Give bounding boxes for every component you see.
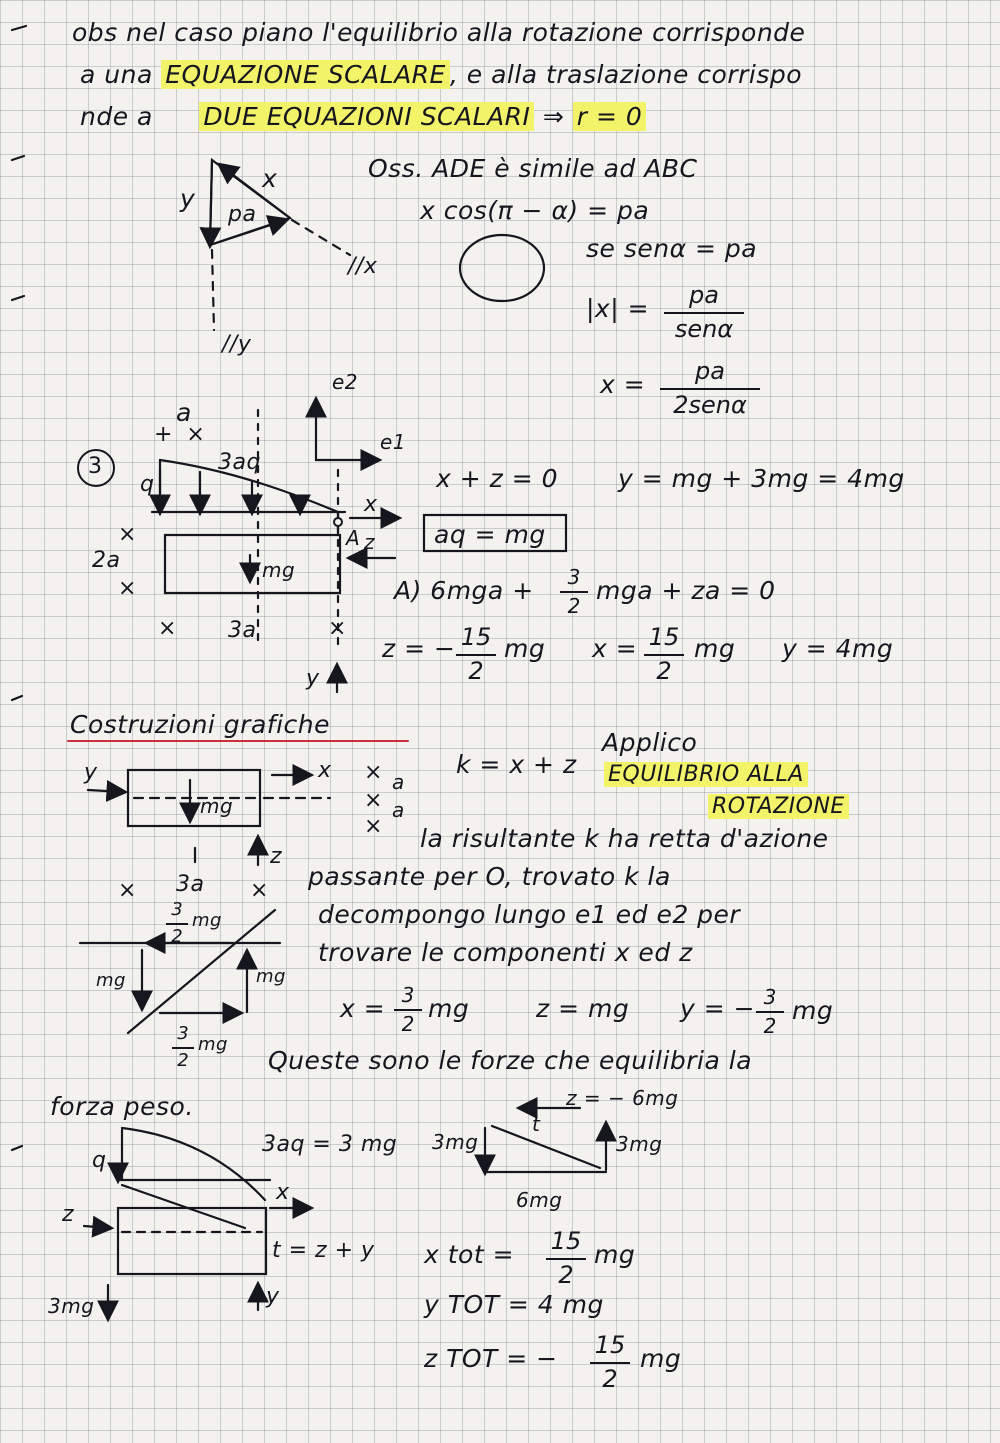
- w-label-x: x: [276, 1180, 290, 1205]
- frac-num: 3: [567, 565, 581, 589]
- g-res-x-frac: [394, 984, 422, 1036]
- p3-label-x: x: [364, 492, 378, 517]
- g-label-a2: a: [392, 798, 405, 822]
- res-x-unit: mg: [694, 634, 736, 663]
- g-tick: ×: [250, 878, 269, 903]
- tri-label-x: x: [262, 164, 278, 193]
- text-risultante: la risultante k ha retta d'azione: [420, 824, 829, 853]
- w-label-3mg: 3mg: [48, 1294, 95, 1318]
- tot-y: y TOT = 4 mg: [424, 1290, 604, 1319]
- tri-label-par-y: //y: [222, 332, 252, 357]
- g-label-mg: mg: [200, 794, 234, 818]
- frac-den: 2: [656, 656, 672, 685]
- w-tri-t: t: [532, 1112, 541, 1136]
- frac-den: 2: [558, 1260, 574, 1289]
- p3-label-2a: 2a: [92, 548, 121, 573]
- g-tick: ×: [364, 788, 383, 813]
- w-label-q: q: [92, 1148, 107, 1173]
- p3-label-3a: 3a: [228, 618, 257, 643]
- g-res-y-lhs: y = −: [680, 994, 756, 1023]
- frac-num: 3: [177, 1023, 189, 1044]
- p3-label-mg: mg: [262, 558, 296, 582]
- res-x-lhs: x =: [592, 634, 638, 663]
- g-res-y-frac: [756, 986, 784, 1038]
- g-tick: ×: [364, 760, 383, 785]
- frac-num: 15: [460, 623, 492, 651]
- p3-tick: ×: [328, 616, 347, 641]
- tri-label-pa: pa: [228, 202, 257, 227]
- eq-abs-x-lhs: |x| =: [586, 294, 650, 323]
- w-label-z: z: [62, 1202, 75, 1227]
- oss-note: Oss. ADE è simile ad ABC: [368, 154, 698, 183]
- p3-tick: ×: [118, 576, 137, 601]
- applico-2: [604, 764, 808, 786]
- tot-x-lhs: x tot =: [424, 1240, 515, 1269]
- highlight-equazione-scalare: EQUAZIONE SCALARE: [161, 60, 450, 89]
- frac-den: 2: [177, 1049, 189, 1071]
- applico-1: Applico: [602, 728, 698, 757]
- frac-den: 2: [567, 594, 581, 618]
- highlight-r-zero: r = 0: [573, 102, 647, 131]
- margin-marks: [12, 26, 26, 1150]
- frac-num: 3: [401, 983, 415, 1007]
- triangle-sketch: [210, 160, 544, 330]
- frac-den: 2: [602, 1364, 618, 1393]
- tri-bottom-unit: mg: [198, 1034, 228, 1055]
- w-eq-3aq: 3aq = 3 mg: [262, 1132, 398, 1157]
- g-label-z: z: [270, 844, 283, 869]
- frac-num: 15: [594, 1331, 626, 1359]
- text-trovare: trovare le componenti x ed z: [318, 938, 693, 967]
- p3-label-3aq: 3aq: [218, 450, 261, 475]
- w-tri-left: 3mg: [432, 1130, 479, 1154]
- g-label-x: x: [318, 758, 332, 783]
- tri-top-frac: [166, 900, 188, 947]
- p3-tick: ×: [158, 616, 177, 641]
- eq-cos: x cos(π − α) = pa: [420, 196, 650, 225]
- eq-moment-frac: [560, 566, 588, 618]
- res-z-unit: mg: [504, 634, 546, 663]
- tot-z-unit: mg: [640, 1344, 682, 1373]
- g-res-x-unit: mg: [428, 994, 470, 1023]
- w-tri-top: z = − 6mg: [566, 1086, 679, 1110]
- intro-line1: obs nel caso piano l'equilibrio alla rotazione corrisponde: [72, 18, 806, 47]
- w-tri-right: 3mg: [616, 1132, 663, 1156]
- frac-den: 2: [401, 1012, 415, 1036]
- frac-num: 3: [763, 985, 777, 1009]
- intro-line2-post: , e alla traslazione corrispo: [449, 60, 803, 89]
- tot-x-unit: mg: [594, 1240, 636, 1269]
- eq-sen: se senα = pa: [586, 234, 758, 263]
- eq-aq-mg: aq = mg: [434, 520, 546, 549]
- g-label-3a: 3a: [176, 872, 205, 897]
- p3-label-z: z: [364, 530, 375, 554]
- p3-label-q: q: [140, 472, 155, 497]
- g-label-y: y: [84, 760, 98, 785]
- frac-den: senα: [674, 314, 734, 343]
- tri-label-par-x: //x: [348, 254, 378, 279]
- g-tick: ×: [364, 814, 383, 839]
- frac-den: 2senα: [673, 390, 747, 419]
- res-y: y = 4mg: [782, 634, 894, 663]
- axis-e1: e1: [380, 430, 407, 454]
- res-z-frac: [456, 624, 496, 685]
- text-queste: Queste sono le forze che equilibria la: [268, 1046, 753, 1075]
- w-tri-bottom: 6mg: [516, 1188, 563, 1212]
- tri-right-mg: mg: [256, 966, 286, 987]
- intro-line2-pre: a una: [80, 60, 153, 89]
- frac-num: 3: [171, 899, 183, 920]
- highlight-due-equazioni: DUE EQUAZIONI SCALARI: [199, 102, 534, 131]
- frac-num: 15: [648, 623, 680, 651]
- implies-arrow: ⇒: [542, 102, 565, 131]
- eq-k: k = x + z: [456, 750, 577, 779]
- p3-tick: ×: [118, 522, 137, 547]
- eq-moment: [394, 578, 534, 603]
- g-res-y-unit: mg: [792, 996, 834, 1025]
- eq-moment-rest: mga + za = 0: [596, 576, 776, 605]
- applico-3: [708, 796, 849, 818]
- tot-z-frac: [590, 1332, 630, 1393]
- highlight-equilibrio: EQUILIBRIO ALLA: [604, 762, 808, 787]
- heading-forza-peso: forza peso.: [50, 1092, 194, 1121]
- res-z-lhs: z = −: [382, 634, 456, 663]
- text-passante: passante per O, trovato k la: [308, 862, 671, 891]
- problem-number: 3: [88, 454, 103, 479]
- p3-label-A: A: [346, 526, 361, 550]
- axis-e2: e2: [332, 370, 359, 394]
- text-decompongo: decompongo lungo e1 ed e2 per: [318, 900, 741, 929]
- frac-den: 2: [763, 1014, 777, 1038]
- tot-z-lhs: z TOT = −: [424, 1344, 558, 1373]
- w-t-eq: t = z + y: [272, 1238, 375, 1263]
- intro-line2: [80, 62, 802, 87]
- p3-tick: + ×: [154, 422, 205, 447]
- eq-abs-x-frac: [664, 282, 744, 343]
- g-label-a1: a: [392, 770, 405, 794]
- heading-costruzioni: Costruzioni grafiche: [70, 710, 330, 739]
- w-label-y: y: [266, 1284, 280, 1309]
- g-tick: ×: [118, 878, 137, 903]
- frac-num: pa: [689, 281, 719, 309]
- res-x-frac: [644, 624, 684, 685]
- eq-moment-a: A) 6mga +: [394, 576, 534, 605]
- eq-y-sum: y = mg + 3mg = 4mg: [618, 464, 905, 493]
- tri-label-y: y: [180, 184, 196, 213]
- tri-bottom-frac: [172, 1024, 194, 1071]
- g-res-x-lhs: x =: [340, 994, 386, 1023]
- eq-x-frac: [660, 358, 760, 419]
- intro-line3: [80, 104, 646, 129]
- p3-label-a: a: [176, 398, 192, 427]
- tri-top-unit: mg: [192, 910, 222, 931]
- highlight-rotazione: ROTAZIONE: [708, 794, 849, 819]
- frac-num: pa: [695, 357, 725, 385]
- eq-xz: x + z = 0: [436, 464, 559, 493]
- tot-x-frac: [546, 1228, 586, 1289]
- intro-line3-pre: nde a: [80, 102, 153, 131]
- frac-num: 15: [550, 1227, 582, 1255]
- tri-left-mg: mg: [96, 970, 126, 991]
- g-res-z: z = mg: [536, 994, 630, 1023]
- frac-den: 2: [468, 656, 484, 685]
- frac-den: 2: [171, 925, 183, 947]
- p3-label-y: y: [306, 666, 320, 691]
- eq-x-lhs: x =: [600, 370, 646, 399]
